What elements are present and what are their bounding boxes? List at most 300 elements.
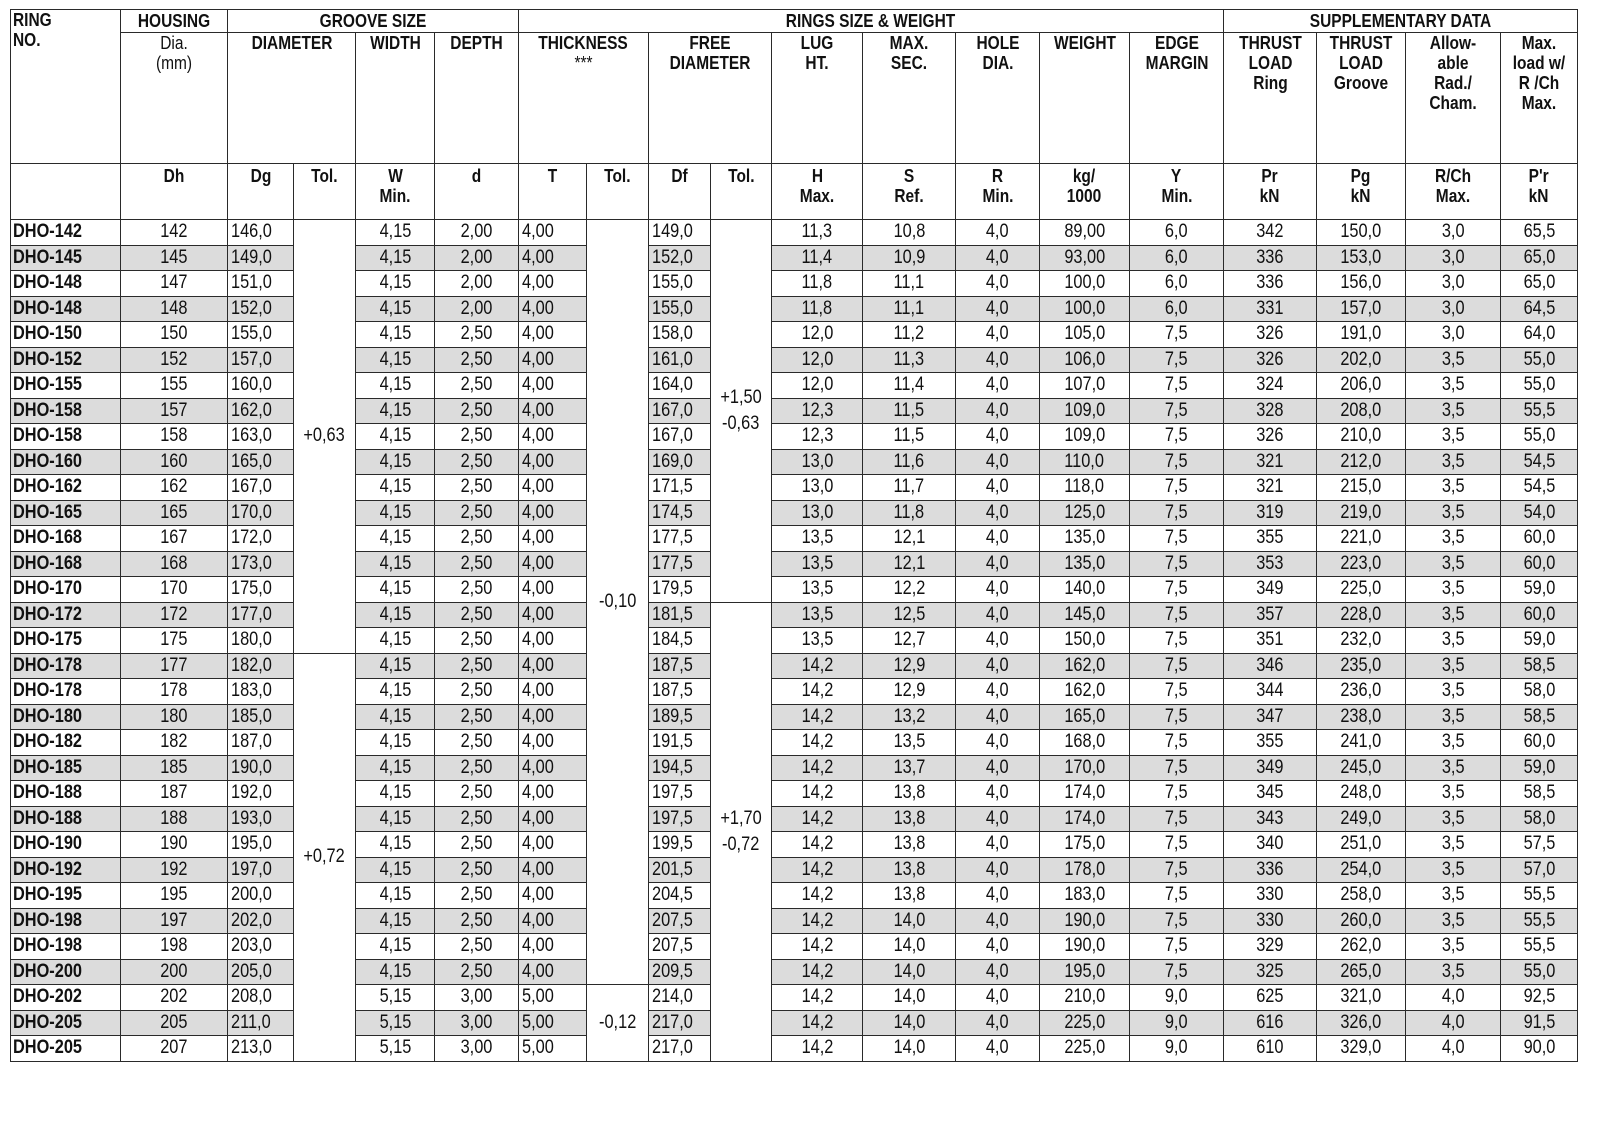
cell-value: 213,0 [231, 1037, 272, 1059]
cell-value: 3,5 [1441, 782, 1465, 804]
cell-value: 217,0 [652, 1011, 693, 1033]
cell-value: 4,00 [522, 756, 554, 778]
cell-thickness [519, 551, 587, 577]
cell-housing-dia [121, 347, 228, 373]
cell-value: 321,0 [1340, 986, 1382, 1008]
cell-value: 200 [160, 960, 188, 982]
cell-free-dia [649, 347, 711, 373]
cell-value: 14,0 [893, 1037, 925, 1059]
cell-value: 193,0 [231, 807, 272, 829]
cell-free-dia [649, 628, 711, 654]
cell-value: 4,15 [379, 348, 411, 370]
cell-value: 12,7 [893, 629, 925, 651]
cell-value: 11,3 [801, 221, 833, 243]
cell-value: 60,0 [1523, 603, 1555, 625]
cell-value: 3,5 [1441, 374, 1465, 396]
cell-value: 3,5 [1441, 960, 1465, 982]
cell-groove-dia [228, 806, 294, 832]
cell-depth [435, 398, 519, 424]
cell-lug-ht [772, 730, 863, 756]
cell-housing-dia [121, 653, 228, 679]
cell-value: 150,0 [1340, 221, 1382, 243]
cell-value: 2,50 [460, 782, 493, 804]
cell-value: 14,2 [801, 909, 833, 931]
cell-free-dia [649, 1036, 711, 1062]
cell-value: 4,00 [522, 782, 554, 804]
cell-value: 7,5 [1165, 909, 1188, 931]
cell-edge-margin [1130, 883, 1224, 909]
cell-housing-dia [121, 908, 228, 934]
cell-edge-margin [1130, 500, 1224, 526]
cell-hole-dia [956, 985, 1040, 1011]
cell-weight [1040, 424, 1130, 450]
cell-value: 4,0 [986, 654, 1009, 676]
cell-value: 245,0 [1340, 756, 1382, 778]
cell-ring-no [11, 551, 121, 577]
cell-ring-no [11, 271, 121, 297]
cell-value: 2,50 [460, 578, 493, 600]
cell-value: 3,0 [1441, 323, 1465, 345]
cell-value: 4,0 [986, 527, 1009, 549]
cell-free-dia [649, 475, 711, 501]
cell-max-load [1501, 908, 1578, 934]
header-thickness: THICKNESS *** [519, 33, 649, 164]
cell-thrust-groove [1317, 959, 1406, 985]
cell-value: 4,0 [986, 705, 1009, 727]
cell-value: 203,0 [231, 935, 272, 957]
table-row [11, 449, 1578, 475]
cell-housing-dia [121, 985, 228, 1011]
cell-edge-margin [1130, 653, 1224, 679]
cell-weight [1040, 883, 1130, 909]
cell-max-sec [863, 806, 956, 832]
cell-value: 9,0 [1165, 1037, 1188, 1059]
cell-value: DHO-188 [13, 807, 83, 829]
cell-value: 3,00 [460, 1037, 493, 1059]
cell-value: 4,0 [986, 450, 1009, 472]
cell-rad-cham [1406, 526, 1501, 552]
cell-value: 12,1 [893, 527, 925, 549]
tolerance-value: +0,72 [303, 846, 346, 867]
cell-value: 7,5 [1165, 501, 1188, 523]
cell-hole-dia [956, 679, 1040, 705]
cell-value: 11,5 [893, 399, 925, 421]
cell-value: 3,5 [1441, 731, 1465, 753]
cell-value: 175 [160, 629, 188, 651]
symbol-h: H Max. [772, 164, 863, 220]
cell-thickness [519, 1036, 587, 1062]
cell-thrust-groove [1317, 500, 1406, 526]
cell-edge-margin [1130, 475, 1224, 501]
cell-thickness [519, 526, 587, 552]
cell-max-load [1501, 602, 1578, 628]
cell-value: 7,5 [1165, 629, 1188, 651]
cell-value: 59,0 [1523, 756, 1555, 778]
cell-hole-dia [956, 347, 1040, 373]
cell-value: 12,9 [893, 680, 925, 702]
cell-value: 89,00 [1064, 221, 1105, 243]
symbol-dg: Dg [228, 164, 294, 220]
cell-value: 326 [1256, 323, 1284, 345]
cell-groove-dia [228, 883, 294, 909]
header-housing-dia: Dia. (mm) [121, 33, 228, 164]
cell-value: 173,0 [231, 552, 272, 574]
cell-value: 11,8 [801, 297, 833, 319]
cell-value: 170,0 [1064, 756, 1105, 778]
cell-edge-margin [1130, 245, 1224, 271]
cell-thrust-groove [1317, 296, 1406, 322]
cell-hole-dia [956, 398, 1040, 424]
cell-thickness [519, 806, 587, 832]
cell-max-sec [863, 271, 956, 297]
cell-depth [435, 806, 519, 832]
table-row [11, 755, 1578, 781]
cell-value: 4,00 [522, 476, 554, 498]
cell-hole-dia [956, 551, 1040, 577]
cell-value: DHO-190 [13, 833, 83, 855]
cell-value: 197 [160, 909, 188, 931]
cell-value: 182 [160, 731, 188, 753]
cell-thickness [519, 271, 587, 297]
cell-value: 4,0 [986, 782, 1009, 804]
cell-value: 195,0 [231, 833, 272, 855]
cell-value: 4,00 [522, 578, 554, 600]
cell-value: 162,0 [1064, 680, 1105, 702]
cell-value: 13,5 [893, 731, 925, 753]
symbol-dg-tol: Tol. [294, 164, 356, 220]
cell-value: 14,2 [801, 654, 833, 676]
cell-thickness [519, 832, 587, 858]
cell-weight [1040, 526, 1130, 552]
cell-max-load [1501, 475, 1578, 501]
cell-depth [435, 322, 519, 348]
cell-thrust-groove [1317, 883, 1406, 909]
cell-value: 4,00 [522, 246, 554, 268]
cell-value: 3,5 [1441, 425, 1465, 447]
cell-width [356, 551, 435, 577]
cell-edge-margin [1130, 959, 1224, 985]
cell-edge-margin [1130, 424, 1224, 450]
cell-value: 14,0 [893, 909, 925, 931]
cell-housing-dia [121, 449, 228, 475]
cell-value: 7,5 [1165, 476, 1188, 498]
cell-value: 199,5 [652, 833, 693, 855]
cell-thrust-ring [1224, 755, 1317, 781]
cell-thrust-ring [1224, 347, 1317, 373]
cell-value: 235,0 [1340, 654, 1382, 676]
cell-value: 165 [160, 501, 188, 523]
cell-value: 3,5 [1441, 654, 1465, 676]
cell-value: 2,50 [460, 858, 493, 880]
cell-value: 13,2 [893, 705, 925, 727]
cell-value: 5,15 [379, 1011, 411, 1033]
cell-max-sec [863, 245, 956, 271]
cell-value: 7,5 [1165, 705, 1188, 727]
cell-value: 2,50 [460, 425, 493, 447]
cell-value: 336 [1256, 246, 1284, 268]
cell-value: 610 [1256, 1037, 1284, 1059]
cell-groove-dia [228, 373, 294, 399]
cell-value: 55,5 [1523, 399, 1555, 421]
cell-value: 346 [1256, 654, 1284, 676]
cell-value: 14,2 [801, 705, 833, 727]
cell-value: 135,0 [1064, 552, 1105, 574]
cell-rad-cham [1406, 1010, 1501, 1036]
cell-value: 4,15 [379, 680, 411, 702]
cell-max-sec [863, 857, 956, 883]
cell-value: DHO-205 [13, 1011, 83, 1033]
cell-value: 189,5 [652, 705, 693, 727]
header-hole-dia: HOLE DIA. [956, 33, 1040, 164]
cell-housing-dia [121, 832, 228, 858]
cell-hole-dia [956, 322, 1040, 348]
cell-value: 4,0 [986, 348, 1009, 370]
cell-value: 195 [160, 884, 188, 906]
cell-value: 14,2 [801, 756, 833, 778]
cell-value: 149,0 [652, 221, 693, 243]
cell-lug-ht [772, 475, 863, 501]
cell-value: DHO-198 [13, 935, 83, 957]
cell-value: 13,8 [893, 782, 925, 804]
cell-value: 55,0 [1523, 960, 1555, 982]
cell-rad-cham [1406, 806, 1501, 832]
cell-depth [435, 602, 519, 628]
cell-value: 174,0 [1064, 807, 1105, 829]
cell-value: 107,0 [1064, 374, 1105, 396]
cell-ring-no [11, 806, 121, 832]
cell-value: 5,00 [522, 986, 554, 1008]
cell-max-load [1501, 755, 1578, 781]
cell-value: 169,0 [652, 450, 693, 472]
cell-value: 7,5 [1165, 884, 1188, 906]
cell-value: 13,5 [801, 578, 833, 600]
cell-rad-cham [1406, 475, 1501, 501]
cell-value: 258,0 [1340, 884, 1382, 906]
cell-free-dia [649, 296, 711, 322]
cell-depth [435, 449, 519, 475]
cell-value: 13,8 [893, 833, 925, 855]
cell-depth [435, 373, 519, 399]
cell-value: 64,0 [1523, 323, 1555, 345]
cell-value: 150 [160, 323, 188, 345]
cell-value: 4,0 [986, 858, 1009, 880]
cell-max-load [1501, 1036, 1578, 1062]
symbol-t: T [519, 164, 587, 220]
cell-thrust-groove [1317, 271, 1406, 297]
cell-value: 4,15 [379, 935, 411, 957]
cell-lug-ht [772, 424, 863, 450]
cell-value: 12,2 [893, 578, 925, 600]
cell-ring-no [11, 220, 121, 246]
cell-thickness [519, 577, 587, 603]
cell-value: 211,0 [231, 1011, 271, 1033]
cell-lug-ht [772, 271, 863, 297]
cell-value: 2,50 [460, 654, 493, 676]
cell-value: 7,5 [1165, 654, 1188, 676]
cell-value: 2,00 [460, 246, 493, 268]
cell-thrust-ring [1224, 475, 1317, 501]
cell-value: 4,00 [522, 960, 554, 982]
cell-value: 2,50 [460, 935, 493, 957]
cell-value: 172 [160, 603, 188, 625]
ring-spec-table [10, 9, 1578, 1062]
cell-weight [1040, 500, 1130, 526]
cell-value: 178 [160, 680, 188, 702]
cell-edge-margin [1130, 1036, 1224, 1062]
cell-value: 13,0 [801, 501, 833, 523]
cell-groove-dia [228, 857, 294, 883]
cell-value: 6,0 [1165, 272, 1188, 294]
cell-value: 3,5 [1441, 552, 1465, 574]
cell-value: 9,0 [1165, 1011, 1188, 1033]
cell-hole-dia [956, 296, 1040, 322]
cell-hole-dia [956, 883, 1040, 909]
cell-value: 328 [1256, 399, 1284, 421]
cell-value: 7,5 [1165, 348, 1188, 370]
cell-value: 158,0 [652, 323, 693, 345]
cell-thickness [519, 934, 587, 960]
cell-value: 180 [160, 705, 188, 727]
cell-edge-margin [1130, 704, 1224, 730]
cell-hole-dia [956, 857, 1040, 883]
header-groove-size: GROOVE SIZE [228, 10, 519, 33]
cell-thrust-ring [1224, 526, 1317, 552]
cell-value: 4,0 [986, 986, 1009, 1008]
header-depth: DEPTH [435, 33, 519, 164]
cell-weight [1040, 373, 1130, 399]
cell-max-load [1501, 832, 1578, 858]
cell-value: 5,15 [379, 1037, 411, 1059]
cell-value: 260,0 [1340, 909, 1382, 931]
cell-hole-dia [956, 526, 1040, 552]
cell-max-load [1501, 679, 1578, 705]
header-max-load: Max. load w/ R /Ch Max. [1501, 33, 1578, 164]
cell-value: 160 [160, 450, 188, 472]
cell-value: 91,5 [1523, 1011, 1555, 1033]
cell-value: 4,15 [379, 858, 411, 880]
cell-value: 4,00 [522, 680, 554, 702]
cell-value: 4,0 [1441, 1011, 1465, 1033]
cell-lug-ht [772, 908, 863, 934]
cell-thrust-ring [1224, 857, 1317, 883]
cell-width [356, 526, 435, 552]
cell-housing-dia [121, 322, 228, 348]
cell-weight [1040, 857, 1130, 883]
cell-value: DHO-142 [13, 221, 83, 243]
cell-value: 3,5 [1441, 680, 1465, 702]
cell-thrust-groove [1317, 424, 1406, 450]
cell-groove-dia [228, 781, 294, 807]
cell-value: 100,0 [1064, 272, 1105, 294]
cell-max-sec [863, 577, 956, 603]
cell-value: 7,5 [1165, 833, 1188, 855]
cell-value: 4,00 [522, 399, 554, 421]
cell-value: 4,15 [379, 603, 411, 625]
cell-value: DHO-160 [13, 450, 83, 472]
cell-value: DHO-148 [13, 297, 83, 319]
cell-value: DHO-182 [13, 731, 83, 753]
cell-value: DHO-180 [13, 705, 83, 727]
tolerance-value: +1,70 [720, 807, 762, 829]
cell-groove-dia [228, 628, 294, 654]
cell-thrust-groove [1317, 475, 1406, 501]
cell-width [356, 1036, 435, 1062]
cell-value: 2,50 [460, 323, 493, 345]
cell-thrust-ring [1224, 322, 1317, 348]
cell-free-dia [649, 832, 711, 858]
cell-value: 7,5 [1165, 935, 1188, 957]
cell-ring-no [11, 653, 121, 679]
cell-thrust-groove [1317, 704, 1406, 730]
cell-weight [1040, 806, 1130, 832]
cell-free-dia [649, 857, 711, 883]
cell-value: 4,15 [379, 552, 411, 574]
table-row [11, 322, 1578, 348]
table-row [11, 857, 1578, 883]
cell-value: 192,0 [231, 782, 272, 804]
cell-value: 65,0 [1523, 272, 1555, 294]
cell-depth [435, 1036, 519, 1062]
cell-value: 7,5 [1165, 782, 1188, 804]
cell-value: 209,5 [652, 960, 693, 982]
cell-value: 150,0 [1064, 629, 1105, 651]
cell-value: 4,0 [986, 272, 1009, 294]
table-row [11, 220, 1578, 246]
cell-thrust-groove [1317, 934, 1406, 960]
cell-rad-cham [1406, 220, 1501, 246]
symbol-df-tol: Tol. [711, 164, 772, 220]
cell-thrust-groove [1317, 755, 1406, 781]
cell-ring-no [11, 398, 121, 424]
cell-value: 3,0 [1441, 272, 1465, 294]
cell-value: 58,5 [1523, 654, 1555, 676]
cell-thrust-ring [1224, 679, 1317, 705]
cell-housing-dia [121, 755, 228, 781]
cell-free-dia [649, 449, 711, 475]
cell-value: 3,5 [1441, 578, 1465, 600]
cell-value: 14,2 [801, 986, 833, 1008]
cell-width [356, 781, 435, 807]
cell-max-load [1501, 985, 1578, 1011]
cell-thrust-groove [1317, 220, 1406, 246]
cell-lug-ht [772, 704, 863, 730]
symbol-kg: kg/ 1000 [1040, 164, 1130, 220]
cell-value: 4,00 [522, 450, 554, 472]
cell-edge-margin [1130, 908, 1224, 934]
cell-ring-no [11, 959, 121, 985]
cell-weight [1040, 781, 1130, 807]
cell-max-sec [863, 373, 956, 399]
cell-hole-dia [956, 245, 1040, 271]
cell-value: 156,0 [1340, 272, 1382, 294]
cell-edge-margin [1130, 526, 1224, 552]
cell-rad-cham [1406, 679, 1501, 705]
cell-value: 3,5 [1441, 833, 1465, 855]
cell-value: 181,5 [652, 603, 693, 625]
table-row [11, 271, 1578, 297]
cell-thrust-ring [1224, 1010, 1317, 1036]
cell-value: 10,8 [893, 221, 925, 243]
cell-value: 4,0 [986, 680, 1009, 702]
cell-thrust-groove [1317, 730, 1406, 756]
cell-rad-cham [1406, 296, 1501, 322]
cell-value: 2,50 [460, 552, 493, 574]
cell-value: 2,00 [460, 221, 493, 243]
cell-ring-no [11, 857, 121, 883]
cell-max-sec [863, 551, 956, 577]
symbol-d: d [435, 164, 519, 220]
cell-value: 58,5 [1523, 782, 1555, 804]
